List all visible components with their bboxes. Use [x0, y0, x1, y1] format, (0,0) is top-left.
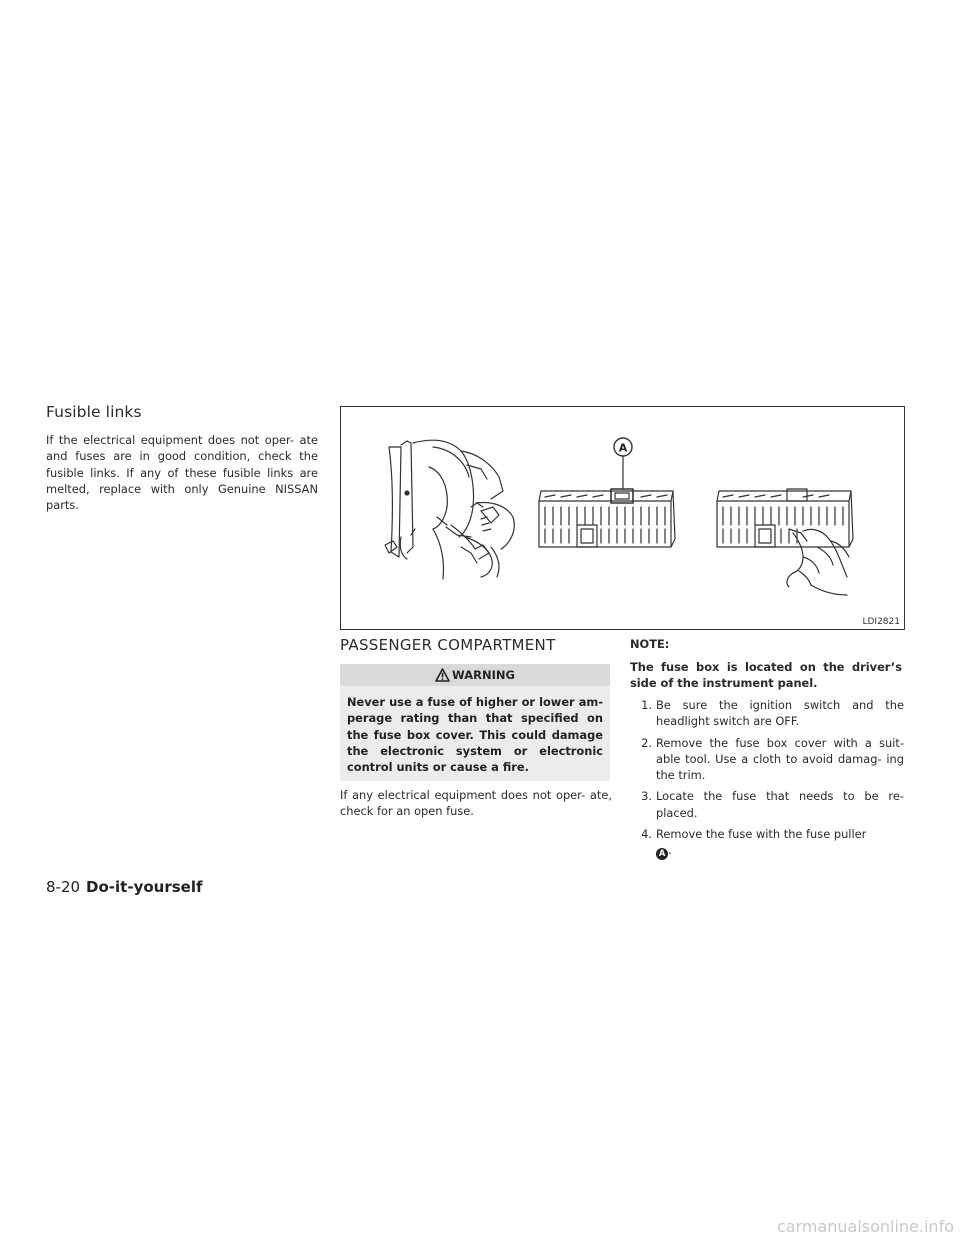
chapter-title: Do-it-yourself: [86, 878, 203, 896]
section-title-fusible-links: Fusible links: [46, 403, 142, 421]
callout-a-icon: A: [656, 848, 668, 860]
fuse-box-illustration: [340, 406, 905, 630]
fuse-box-drawing: [341, 407, 904, 629]
section-title-passenger-compartment: PASSENGER COMPARTMENT: [340, 636, 556, 654]
steps-list: [630, 697, 904, 865]
warning-triangle-icon: [435, 668, 450, 682]
page-footer: [46, 878, 203, 896]
step-item: 4. Remove the fuse with the fuse puller A .: [641, 827, 867, 860]
figure-code: LDI2821: [862, 617, 900, 627]
step-item: 1. Be sure the ignition switch and the headlight switch are OFF.: [641, 698, 904, 729]
callout-a-label: A: [618, 441, 628, 455]
note-text: The fuse box is located on the driver’s side of the instrument panel.: [630, 660, 902, 691]
passenger-body: If any electrical equipment does not oper- ate, check for an open fuse.: [340, 788, 612, 819]
warning-header: [340, 664, 610, 686]
note-label: NOTE:: [630, 637, 670, 651]
fusible-links-body: If the electrical equipment does not oper- ate and fuses are in good condition, check the fusible links. If any of these fusible links are melted, replace with only Genuine NISSAN parts.: [46, 433, 318, 513]
step-item: 3. Locate the fuse that needs to be re- placed.: [641, 789, 904, 820]
page-number: 8-20: [46, 878, 81, 896]
warning-box: [340, 664, 610, 781]
warning-text: Never use a fuse of higher or lower am- perage rating than that specified on the fuse box cover. This could damage the electronic system or electronic control units or cause a fire.: [340, 686, 610, 781]
watermark: carmanualsonline.info: [776, 1217, 954, 1236]
step-item: 2. Remove the fuse box cover with a suit- able tool. Use a cloth to avoid damag- ing the trim.: [641, 735, 904, 783]
warning-label: WARNING: [452, 668, 515, 682]
